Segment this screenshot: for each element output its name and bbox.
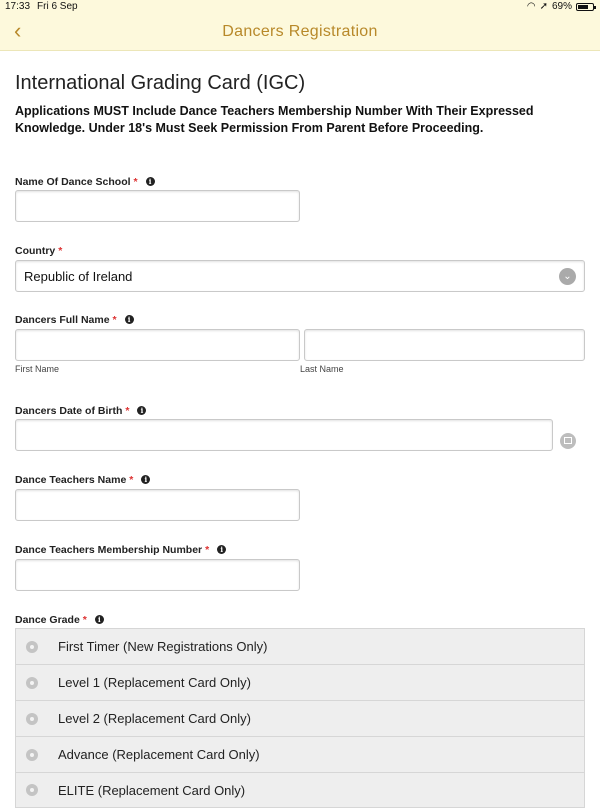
required-marker: * [58,245,63,257]
last-name-input[interactable] [304,329,585,361]
wifi-icon: ◠ [526,1,536,12]
status-right [527,1,594,12]
last-name-sublabel: Last Name [300,364,344,374]
country-label [15,245,62,257]
chevron-left-icon[interactable]: ‹ [14,18,22,43]
dob-label [15,405,146,417]
nav-bar [0,14,600,51]
radio-button[interactable] [26,641,38,653]
info-icon[interactable]: i [137,406,146,415]
radio-button[interactable] [26,713,38,725]
status-bar [0,0,600,14]
grade-option[interactable] [15,628,585,664]
membership-input[interactable] [15,559,300,591]
grade-option-label: First Timer (New Registrations Only) [58,639,268,654]
required-marker: * [205,544,210,556]
dob-input[interactable] [15,419,553,451]
school-label [15,176,155,188]
teacher-name-label-text: Dance Teachers Name [15,474,127,486]
radio-button[interactable] [26,784,38,796]
full-name-label [15,314,134,326]
grade-option-label: Level 2 (Replacement Card Only) [58,711,251,726]
teacher-name-input[interactable] [15,489,300,521]
chevron-down-icon[interactable]: ⌄ [559,268,576,285]
country-label-text: Country [15,245,56,257]
grade-option[interactable] [15,700,585,736]
form-title: International Grading Card (IGC) [15,72,306,94]
first-name-sublabel: First Name [15,364,60,374]
full-name-label-text: Dancers Full Name [15,314,110,326]
location-icon: ➚ [539,1,548,12]
dob-label-text: Dancers Date of Birth [15,405,123,417]
form-intro: Applications MUST Include Dance Teachers Membership Number With Their Expressed Knowledge. Under 18's Must Seek Permission From Parent Before Proceeding. [15,104,534,135]
battery-icon [576,3,594,11]
radio-button[interactable] [26,749,38,761]
grade-radio-list [15,628,585,808]
battery-percent: 69% [551,1,572,12]
grade-option-label: ELITE (Replacement Card Only) [58,782,246,798]
teacher-name-label [15,474,150,486]
country-select[interactable] [15,260,585,292]
info-icon[interactable]: i [141,475,150,484]
info-icon[interactable]: i [95,615,104,624]
required-marker: * [112,314,117,326]
school-input[interactable] [15,190,300,222]
country-value: Republic of Ireland [24,268,133,284]
info-icon[interactable]: i [125,315,134,324]
status-time: 17:33 [5,1,31,12]
required-marker: * [133,176,138,188]
grade-option-label: Level 1 (Replacement Card Only) [58,675,251,690]
grade-option-label: Advance (Replacement Card Only) [58,747,260,762]
info-icon[interactable]: i [146,177,155,186]
status-date: Fri 6 Sep [37,1,78,12]
school-label-text: Name Of Dance School [15,176,131,188]
grade-label-text: Dance Grade [15,614,80,626]
required-marker: * [125,405,130,417]
grade-label [15,614,104,626]
grade-option[interactable] [15,772,585,808]
grade-option[interactable] [15,664,585,700]
radio-button[interactable] [26,677,38,689]
membership-label-text: Dance Teachers Membership Number [15,544,203,556]
membership-label [15,544,226,556]
info-icon[interactable]: i [217,545,226,554]
grade-option[interactable] [15,736,585,772]
page-title: Dancers Registration [222,23,378,40]
first-name-input[interactable] [15,329,300,361]
required-marker: * [82,614,87,626]
calendar-icon[interactable] [560,433,576,449]
required-marker: * [129,474,134,486]
